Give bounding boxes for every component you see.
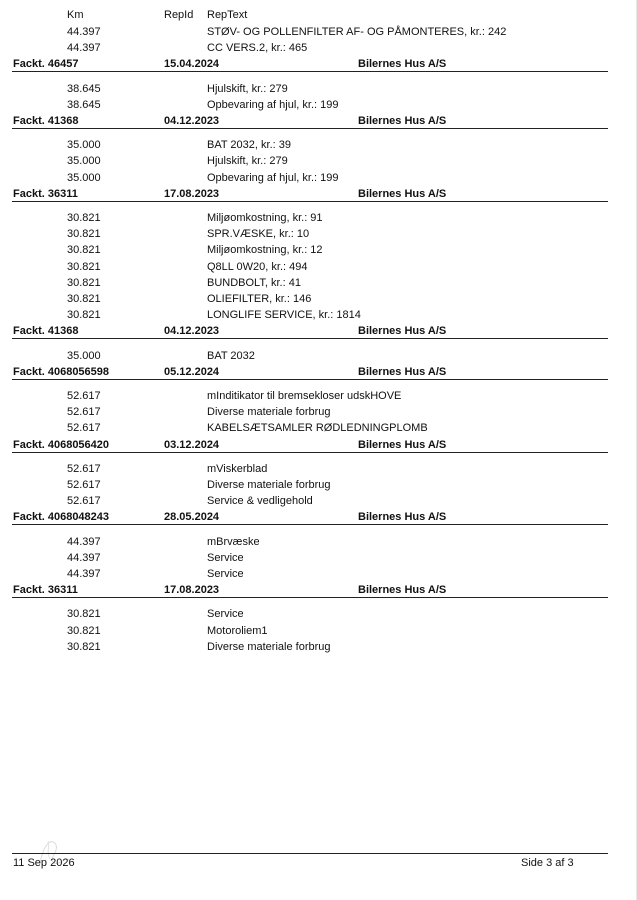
invoice-divider — [12, 379, 608, 380]
line-text: OLIEFILTER, kr.: 146 — [207, 293, 312, 305]
invoice-date: 15.04.2024 — [164, 58, 220, 71]
invoice-date: 17.08.2023 — [164, 584, 220, 597]
line-km: 35.000 — [67, 155, 101, 168]
line-item — [0, 534, 637, 550]
line-km: 44.397 — [67, 535, 101, 548]
line-item — [0, 226, 637, 242]
invoice-company: Bilernes Hus A/S — [358, 58, 447, 71]
invoice-divider — [12, 597, 608, 598]
line-km: 52.617 — [67, 390, 101, 402]
invoice-number: Fackt. 46457 — [13, 58, 79, 71]
line-km: 30.821 — [67, 228, 101, 241]
line-item — [0, 275, 637, 291]
invoice-divider — [12, 524, 608, 525]
line-text: Opbevaring af hjul, kr.: 199 — [207, 98, 339, 111]
invoice-header — [0, 582, 637, 598]
line-item — [0, 348, 637, 364]
line-km: 35.000 — [67, 171, 101, 184]
line-text: BAT 2032 — [207, 349, 255, 362]
line-km: 38.645 — [67, 82, 101, 95]
line-text: Diverse materiale forbrug — [207, 406, 331, 419]
invoice-header — [0, 437, 637, 453]
line-item — [0, 259, 637, 275]
invoice-date: 17.08.2023 — [164, 187, 220, 200]
line-text: mInditikator til bremsekloser udskHOVE — [207, 390, 402, 402]
invoice-header — [0, 113, 637, 129]
line-text: SPR.VÆSKE, kr.: 10 — [207, 228, 310, 241]
line-km: 30.821 — [67, 640, 101, 653]
invoice-divider — [12, 201, 608, 202]
line-km: 44.397 — [67, 26, 101, 38]
invoice-number: Fackt. 41368 — [13, 325, 79, 338]
invoice-company: Bilernes Hus A/S — [358, 325, 447, 338]
line-text: Diverse materiale forbrug — [207, 479, 331, 491]
line-item — [0, 40, 637, 56]
line-text: Hjulskift, kr.: 279 — [207, 155, 288, 168]
line-item — [0, 623, 637, 639]
line-text: Service — [207, 551, 244, 564]
line-text: Motoroliem1 — [207, 624, 268, 637]
invoice-date: 03.12.2024 — [164, 438, 220, 451]
line-text: mViskerblad — [207, 462, 268, 475]
line-km: 30.821 — [67, 212, 101, 224]
line-text: Q8LL 0W20, kr.: 494 — [207, 260, 308, 273]
line-km: 52.617 — [67, 406, 101, 419]
line-item — [0, 153, 637, 169]
line-km: 52.617 — [67, 462, 101, 475]
invoice-company: Bilernes Hus A/S — [358, 584, 447, 597]
invoice-divider — [12, 338, 608, 339]
column-header-reptext: RepText — [207, 9, 248, 21]
line-item — [0, 24, 637, 40]
line-km: 30.821 — [67, 293, 101, 305]
line-km: 44.397 — [67, 568, 101, 580]
line-item — [0, 137, 637, 153]
line-km: 35.000 — [67, 349, 101, 362]
footer-divider — [12, 853, 608, 854]
line-text: Service — [207, 568, 244, 580]
invoice-header — [0, 509, 637, 525]
invoice-number: Fackt. 4068056598 — [13, 365, 110, 378]
line-km: 30.821 — [67, 244, 101, 257]
invoice-header — [0, 364, 637, 380]
line-text: CC VERS.2, kr.: 465 — [207, 42, 308, 55]
line-item — [0, 493, 637, 509]
invoice-number: Fackt. 4068056420 — [13, 438, 110, 451]
invoice-number: Fackt. 36311 — [13, 584, 78, 597]
line-item — [0, 404, 637, 420]
line-text: STØV- OG POLLENFILTER AF- OG PÅMONTERES, kr.: 242 — [207, 26, 507, 38]
line-item — [0, 210, 637, 226]
line-km: 52.617 — [67, 495, 101, 508]
line-text: Service — [207, 608, 244, 621]
line-text: Diverse materiale forbrug — [207, 640, 331, 653]
invoice-number: Fackt. 36311 — [13, 187, 78, 200]
line-item — [0, 566, 637, 582]
line-km: 52.617 — [67, 422, 101, 435]
line-text: BAT 2032, kr.: 39 — [207, 139, 291, 152]
invoice-divider — [12, 452, 608, 453]
line-item — [0, 420, 637, 436]
line-km: 30.821 — [67, 309, 101, 322]
line-item — [0, 291, 637, 307]
invoice-header — [0, 186, 637, 202]
column-header-repid: RepId — [164, 9, 194, 21]
invoice-date: 04.12.2023 — [164, 325, 220, 338]
line-km: 44.397 — [67, 42, 101, 55]
line-item — [0, 242, 637, 258]
line-item — [0, 97, 637, 113]
column-header-km: Km — [67, 9, 84, 21]
line-item — [0, 639, 637, 655]
invoice-header — [0, 323, 637, 339]
line-km: 30.821 — [67, 260, 101, 273]
line-km: 35.000 — [67, 139, 101, 152]
line-item — [0, 170, 637, 186]
invoice-company: Bilernes Hus A/S — [358, 511, 447, 524]
invoice-date: 28.05.2024 — [164, 511, 220, 524]
line-text: Miljøomkostning, kr.: 12 — [207, 244, 323, 257]
invoice-header — [0, 56, 637, 72]
line-item — [0, 606, 637, 622]
line-item — [0, 81, 637, 97]
invoice-company: Bilernes Hus A/S — [358, 438, 447, 451]
line-item — [0, 307, 637, 323]
line-text: Opbevaring af hjul, kr.: 199 — [207, 171, 339, 184]
line-km: 44.397 — [67, 551, 101, 564]
line-text: KABELSÆTSAMLER RØDLEDNINGPLOMB — [207, 422, 428, 435]
line-text: Hjulskift, kr.: 279 — [207, 82, 288, 95]
line-text: BUNDBOLT, kr.: 41 — [207, 276, 301, 289]
invoice-company: Bilernes Hus A/S — [358, 365, 447, 378]
line-item — [0, 550, 637, 566]
invoice-divider — [12, 128, 608, 129]
invoice-divider — [12, 71, 608, 72]
line-item — [0, 477, 637, 493]
line-text: Service & vedligehold — [207, 495, 313, 508]
invoice-date: 05.12.2024 — [164, 365, 220, 378]
footer-page-number: Side 3 af 3 — [521, 857, 574, 869]
line-text: LONGLIFE SERVICE, kr.: 1814 — [207, 309, 361, 322]
invoice-company: Bilernes Hus A/S — [358, 187, 447, 200]
line-km: 30.821 — [67, 624, 101, 637]
line-km: 52.617 — [67, 479, 101, 491]
invoice-number: Fackt. 4068048243 — [13, 511, 110, 524]
invoice-date: 04.12.2023 — [164, 115, 220, 127]
line-item — [0, 388, 637, 404]
invoice-number: Fackt. 41368 — [13, 115, 79, 127]
line-km: 30.821 — [67, 608, 101, 621]
invoice-company: Bilernes Hus A/S — [358, 115, 447, 127]
line-item — [0, 461, 637, 477]
line-text: Miljøomkostning, kr.: 91 — [207, 212, 323, 224]
footer-date: 11 Sep 2026 — [13, 857, 75, 869]
line-text: mBrvæske — [207, 535, 260, 548]
line-km: 30.821 — [67, 276, 101, 289]
line-km: 38.645 — [67, 98, 101, 111]
